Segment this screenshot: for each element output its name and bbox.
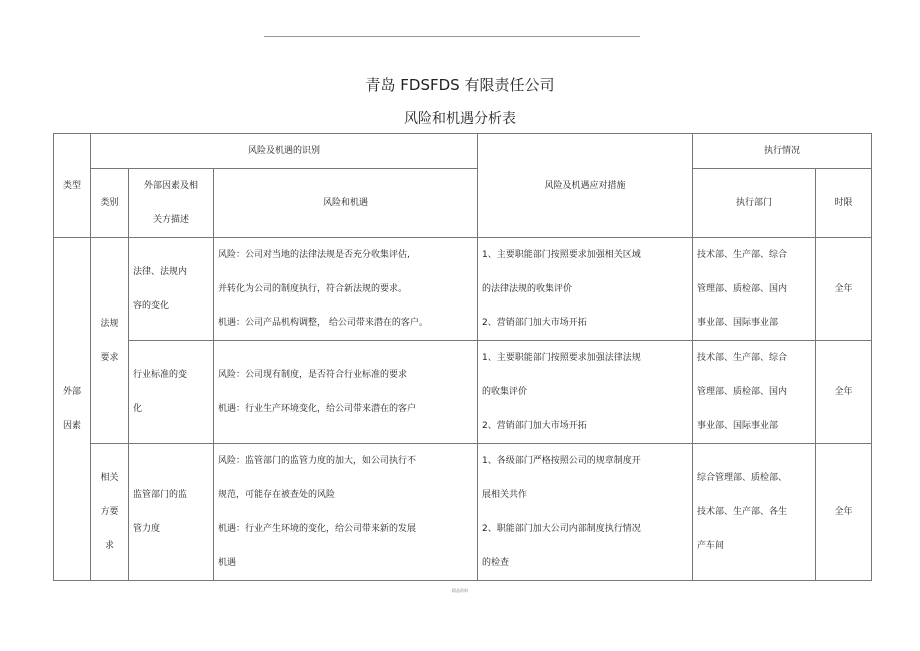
measures-cell — [478, 238, 693, 341]
group-label-line: 外部 — [62, 387, 81, 397]
factor-line: 化 — [133, 404, 143, 414]
company-name: 青岛 FDSFDS 有限责任公司 — [365, 76, 555, 94]
factor-line: 行业标准的变 — [133, 370, 188, 380]
category-line: 方要 — [100, 507, 119, 517]
header-measures: 风险及机遇应对措施 — [478, 134, 693, 238]
table-row — [54, 444, 872, 581]
header-type: 类型 — [54, 134, 91, 238]
category-cell — [91, 444, 129, 581]
dept-line: 技术部、生产部、各生 — [697, 507, 788, 517]
risk-cell — [214, 238, 478, 341]
dept-line: 技术部、生产部、综合 — [697, 250, 788, 260]
measures-cell — [478, 444, 693, 581]
measure-line: 展相关共作 — [482, 490, 528, 500]
category-line: 求 — [104, 541, 114, 551]
dept-cell — [693, 444, 816, 581]
category-line: 要求 — [100, 352, 119, 363]
risk-line: 并转化为公司的制度执行，符合新法规的要求。 — [218, 284, 408, 294]
header-dept: 执行部门 — [693, 169, 816, 238]
factor-line: 监管部门的监 — [133, 490, 188, 500]
category-line: 法规 — [100, 318, 119, 329]
factor-line: 管力度 — [133, 524, 161, 534]
factor-line: 容的变化 — [133, 301, 170, 311]
factor-line: 法律、法规内 — [133, 267, 188, 277]
dept-line: 事业部、国际事业部 — [697, 421, 779, 431]
measure-line: 2、职能部门加大公司内部制度执行情况 — [482, 524, 641, 534]
header-factor-line: 外部因素及相 — [143, 181, 198, 191]
risk-line: 机遇：行业生产环境变化，给公司带来潜在的客户 — [218, 404, 417, 414]
risk-cell — [214, 444, 478, 581]
measure-line: 的收集评价 — [482, 387, 528, 397]
measure-line: 2、营销部门加大市场开拓 — [482, 421, 587, 431]
table-row — [54, 238, 872, 341]
dept-cell — [693, 341, 816, 444]
header-deadline: 时限 — [816, 169, 872, 238]
risk-line: 机遇 — [218, 558, 237, 568]
group-cell — [54, 238, 91, 581]
measure-line: 2、营销部门加大市场开拓 — [482, 318, 587, 328]
dept-line: 综合管理部、质检部、 — [697, 473, 788, 483]
risk-line: 机遇：公司产品机构调整， 给公司带来潜在的客户。 — [218, 318, 428, 328]
factor-cell — [129, 238, 214, 341]
risk-line: 规范，可能存在被查处的风险 — [218, 490, 336, 500]
deadline-cell: 全年 — [816, 238, 872, 341]
header-rule — [264, 36, 640, 37]
measures-cell — [478, 341, 693, 444]
dept-line: 技术部、生产部、综合 — [697, 353, 788, 363]
risk-line: 风险：公司对当地的法律法规是否充分收集评估, — [218, 250, 410, 260]
dept-line: 管理部、质检部、国内 — [697, 387, 788, 397]
dept-line: 管理部、质检部、国内 — [697, 284, 788, 294]
measure-line: 1、主要职能部门按照要求加强相关区域 — [482, 250, 641, 260]
risk-line: 机遇：行业产生环境的变化，给公司带来新的发展 — [218, 524, 417, 534]
measure-line: 1、主要职能部门按照要求加强法律法规 — [482, 353, 641, 363]
risk-opportunity-table — [53, 133, 872, 581]
dept-cell — [693, 238, 816, 341]
header-risk-opportunity: 风险和机遇 — [214, 169, 478, 238]
header-execution: 执行情况 — [693, 134, 872, 169]
category-line: 相关 — [100, 473, 119, 483]
measure-line: 的检查 — [482, 558, 510, 568]
deadline-cell: 全年 — [816, 341, 872, 444]
measure-line: 1、各级部门严格按照公司的规章制度开 — [482, 456, 641, 466]
table-row — [54, 341, 872, 444]
header-identification: 风险及机遇的识别 — [91, 134, 478, 169]
dept-line: 事业部、国际事业部 — [697, 318, 779, 328]
measure-line: 的法律法规的收集评价 — [482, 284, 573, 294]
header-factor-line: 关方描述 — [152, 215, 189, 225]
header-category: 类别 — [91, 169, 129, 238]
risk-cell — [214, 341, 478, 444]
category-cell — [91, 238, 129, 444]
factor-cell — [129, 341, 214, 444]
factor-cell — [129, 444, 214, 581]
risk-line: 风险：公司现有制度，是否符合行业标准的要求 — [218, 370, 408, 380]
document-title: 风险和机遇分析表 — [404, 111, 516, 127]
header-factor-desc — [129, 169, 214, 238]
group-label-line: 因素 — [62, 421, 81, 431]
footer-note: 精品资料 — [452, 588, 468, 593]
deadline-cell: 全年 — [816, 444, 872, 581]
dept-line: 产车间 — [697, 541, 725, 551]
risk-line: 风险：监管部门的监管力度的加大，如公司执行不 — [218, 456, 417, 466]
